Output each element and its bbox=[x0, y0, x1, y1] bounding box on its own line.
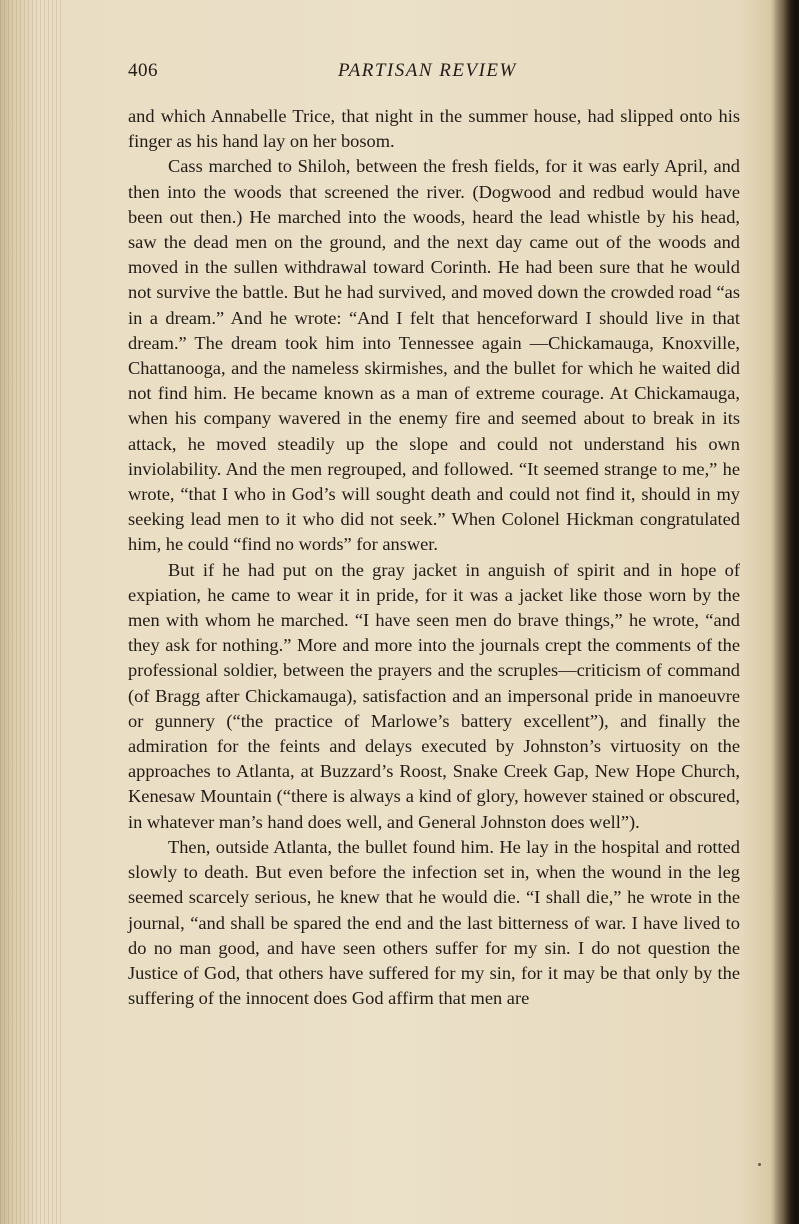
paragraph: Then, outside Atlanta, the bullet found him. He lay in the hospital and rotted slowly to death. But even before the infection set in, when the wound in the leg seemed scarcely serious, he knew that he would die. “I shall die,” he wrote in the journal, “and shall be spared the end and the last bitterness of war. I have lived to do no man good, and have seen others suffer for my sin. I do not question the Justice of God, that others have suffered for my sin, for it may be that only by the suffering of the innocent does God affirm that men are bbox=[128, 836, 740, 1009]
page-content bbox=[128, 58, 740, 1011]
book-spine-shadow bbox=[0, 0, 62, 1224]
page-number: 406 bbox=[128, 60, 158, 81]
running-head bbox=[128, 58, 740, 86]
paragraph-continuation: and which Annabelle Trice, that night in the summer house, had slipped onto his finger as his hand lay on her bosom. bbox=[128, 106, 740, 152]
body-text bbox=[128, 104, 740, 1011]
paragraph: Cass marched to Shiloh, between the fresh fields, for it was early April, and then into the woods that screened the river. (Dogwood and redbud would have been out then.) He marched into the woods, heard the lead whistle by his head, saw the dead men on the ground, and the next day came out of the woods and moved in the sullen withdrawal toward Corinth. He had been sure that he would not survive the battle. But he had survived, and moved down the crowded road “as in a dream.” And he wrote: “And I felt that henceforward I should live in that dream.” The dream took him into Tennessee again —Chickamauga, Knoxville, Chattanooga, and the nameless skirmishes, and the bullet for which he waited did not find him. He became known as a man of extreme courage. At Chickamauga, when his company wavered in the enemy fire and seemed about to break in its attack, he moved steadily up the slope and could not understand his own inviolability. And the men regrouped, and followed. “It seemed strange to me,” he wrote, “that I who in God’s will sought death and could not find it, should in my seeking lead men to it who did not seek.” When Colonel Hickman congratulated him, he could “find no words” for answer. bbox=[128, 156, 740, 555]
journal-title: PARTISAN REVIEW bbox=[338, 60, 517, 81]
page-edge-shadow bbox=[773, 0, 799, 1224]
ink-speck bbox=[758, 1163, 761, 1166]
paragraph: But if he had put on the gray jacket in anguish of spirit and in hope of expiation, he came to wear it in pride, for it was a jacket like those worn by the men with whom he marched. “I have seen men do brave things,” he wrote, “and they ask for nothing.” More and more into the journals crept the comments of the professional soldier, between the prayers and the scruples—criticism of command (of Bragg after Chickamauga), satisfaction and an impersonal pride in manoeuvre or gunnery (“the practice of Marlowe’s battery excellent”), and finally the admiration for the feints and delays executed by Johnston’s virtuosity on the approaches to Atlanta, at Buzzard’s Roost, Snake Creek Gap, New Hope Church, Kenesaw Mountain (“there is always a kind of glory, however stained or obscured, in whatever man’s hand does well, and General Johnston does well”). bbox=[128, 559, 740, 832]
